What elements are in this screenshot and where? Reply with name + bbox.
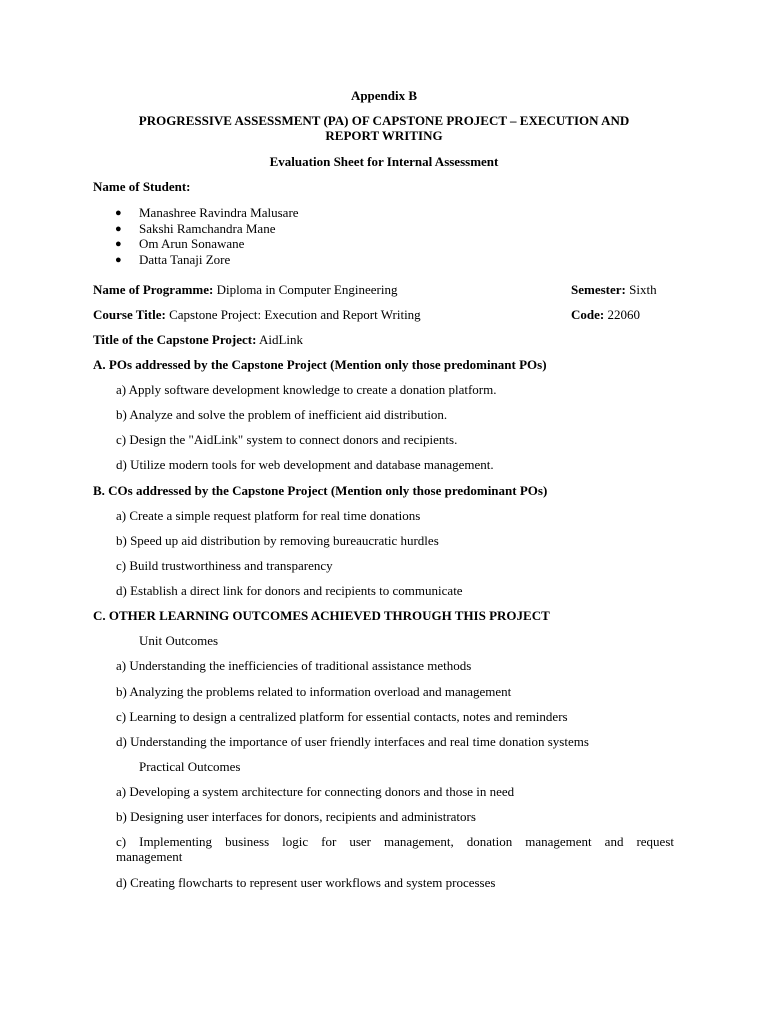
po-item: c) Design the "AidLink" system to connect donors and recipients. (116, 432, 458, 447)
appendix-label: Appendix B (350, 88, 418, 103)
practical-outcome-item: a) Developing a system architecture for connecting donors and those in need (116, 784, 515, 799)
unit-outcomes-label: Unit Outcomes (139, 633, 219, 648)
po-item: d) Utilize modern tools for web development and database management. (116, 457, 494, 472)
bullet-icon: ● (115, 238, 122, 250)
student-name: Manashree Ravindra Malusare (139, 205, 299, 220)
bullet-icon: ● (115, 254, 122, 266)
unit-outcome-item: b) Analyzing the problems related to information overload and management (116, 684, 512, 699)
programme-row (93, 282, 397, 298)
course-row (93, 307, 421, 323)
document-title-line-1: PROGRESSIVE ASSESSMENT (PA) OF CAPSTONE PROJECT – EXECUTION AND (138, 113, 630, 128)
po-item: a) Apply software development knowledge to create a donation platform. (116, 382, 497, 397)
course-value: Capstone Project: Execution and Report Writing (169, 307, 421, 322)
student-name: Datta Tanaji Zore (139, 252, 231, 267)
unit-outcome-item: a) Understanding the inefficiencies of traditional assistance methods (116, 658, 472, 673)
course-label: Course Title: (93, 307, 166, 322)
code-label: Code: (571, 307, 605, 322)
bullet-icon: ● (115, 207, 122, 219)
student-name: Sakshi Ramchandra Mane (139, 221, 276, 236)
document-subtitle: Evaluation Sheet for Internal Assessment (269, 154, 499, 169)
programme-value: Diploma in Computer Engineering (216, 282, 398, 297)
project-row (93, 332, 303, 348)
section-a-heading: A. POs addressed by the Capstone Project (Mention only those predominant POs) (93, 357, 547, 372)
co-item: b) Speed up aid distribution by removing bureaucratic hurdles (116, 533, 439, 548)
co-item: c) Build trustworthiness and transparency (116, 558, 333, 573)
code-value: 22060 (607, 307, 640, 322)
practical-outcome-item: b) Designing user interfaces for donors, recipients and administrators (116, 809, 476, 824)
unit-outcome-item: c) Learning to design a centralized platform for essential contacts, notes and reminders (116, 709, 568, 724)
student-name: Om Arun Sonawane (139, 236, 245, 251)
student-label: Name of Student: (93, 179, 191, 194)
semester-value: Sixth (629, 282, 657, 297)
section-b-heading: B. COs addressed by the Capstone Project (Mention only those predominant POs) (93, 483, 548, 498)
programme-label: Name of Programme: (93, 282, 214, 297)
semester-label: Semester: (571, 282, 626, 297)
co-item: d) Establish a direct link for donors and recipients to communicate (116, 583, 463, 598)
practical-outcome-item-continuation: management (116, 849, 183, 864)
project-value: AidLink (258, 332, 304, 347)
po-item: b) Analyze and solve the problem of inefficient aid distribution. (116, 407, 448, 422)
practical-outcome-item: d) Creating flowcharts to represent user workflows and system processes (116, 875, 496, 890)
bullet-icon: ● (115, 223, 122, 235)
project-label: Title of the Capstone Project: (93, 332, 257, 347)
unit-outcome-item: d) Understanding the importance of user friendly interfaces and real time donation systems (116, 734, 589, 749)
semester-row (571, 282, 657, 298)
code-row (571, 307, 640, 323)
co-item: a) Create a simple request platform for real time donations (116, 508, 421, 523)
practical-outcome-item: c) Implementing business logic for user management, donation management and request (116, 834, 674, 849)
document-title-line-2: REPORT WRITING (325, 128, 443, 143)
practical-outcomes-label: Practical Outcomes (139, 759, 241, 774)
section-c-heading: C. OTHER LEARNING OUTCOMES ACHIEVED THROUGH THIS PROJECT (93, 608, 550, 623)
